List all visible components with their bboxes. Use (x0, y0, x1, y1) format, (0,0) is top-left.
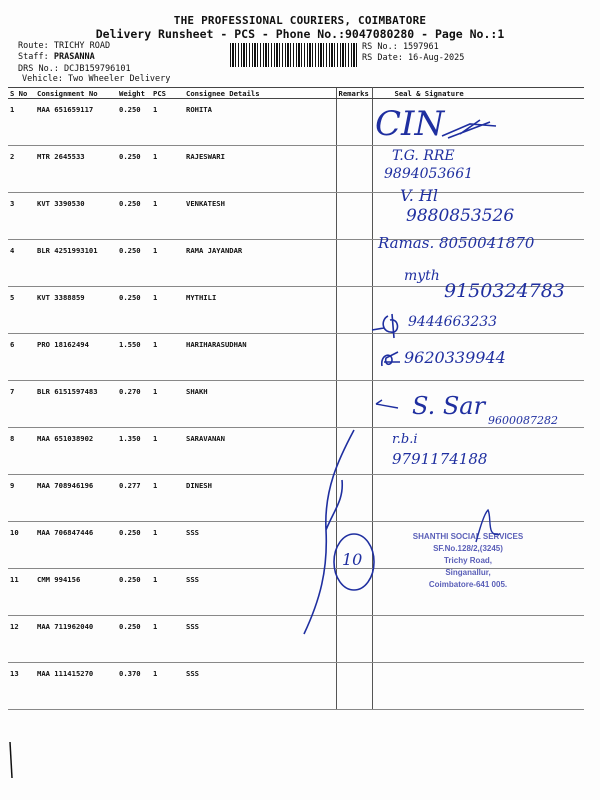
weight-cell: 0.270 (117, 381, 151, 428)
weight-cell: 1.350 (117, 428, 151, 475)
weight-cell: 0.277 (117, 475, 151, 522)
signature-5-phone: 9150324783 (444, 280, 565, 302)
sno-cell: 13 (8, 663, 35, 710)
signature-3-phone: 9880853526 (406, 206, 515, 226)
consignment-cell: BLR 4251993101 (35, 240, 117, 287)
pcs-cell: 1 (151, 99, 184, 146)
route-info: Route: TRICHY ROAD (18, 41, 111, 51)
signature-7-mark (378, 348, 402, 370)
col-consignee: Consignee Details (184, 88, 336, 99)
drs-number: DRS No.: DCJB159796101 (18, 64, 131, 74)
pcs-cell: 1 (151, 146, 184, 193)
sno-cell: 8 (8, 428, 35, 475)
sno-cell: 7 (8, 381, 35, 428)
remarks-cell (336, 146, 372, 193)
pcs-cell: 1 (151, 334, 184, 381)
signature-1-scribble (440, 116, 500, 142)
sno-cell: 5 (8, 287, 35, 334)
sno-cell: 2 (8, 146, 35, 193)
consignment-cell: KVT 3388859 (35, 287, 117, 334)
table-row (8, 146, 584, 193)
rs-number: RS No.: 1597961 (362, 42, 439, 52)
sno-cell: 11 (8, 569, 35, 616)
weight-cell: 0.250 (117, 616, 151, 663)
table-row (8, 663, 584, 710)
consignment-cell: KVT 3390530 (35, 193, 117, 240)
circled-count: 10 (342, 550, 363, 569)
runsheet-title: Delivery Runsheet - PCS - Phone No.:9047080280 - Page No.:1 (95, 27, 505, 41)
consignee-cell: ROHITA (184, 99, 336, 146)
weight-cell: 0.250 (117, 522, 151, 569)
weight-cell: 0.250 (117, 287, 151, 334)
pcs-cell: 1 (151, 193, 184, 240)
consignee-cell: SSS (184, 616, 336, 663)
consignee-cell: RAJESWARI (184, 146, 336, 193)
table-header-row (8, 88, 584, 99)
company-title: THE PROFESSIONAL COURIERS, COIMBATORE (173, 14, 427, 27)
remarks-cell (336, 193, 372, 240)
staff-name: PRASANNA (53, 52, 95, 62)
weight-cell: 1.550 (117, 334, 151, 381)
signature-9-phone: 9791174188 (392, 450, 488, 468)
sno-cell: 3 (8, 193, 35, 240)
stamp-line-4: Singanallur, (445, 568, 491, 577)
consignee-cell: SARAVANAN (184, 428, 336, 475)
margin-mark (6, 740, 18, 780)
sno-cell: 10 (8, 522, 35, 569)
consignee-cell: VENKATESH (184, 193, 336, 240)
consignment-cell: MTR 2645533 (35, 146, 117, 193)
signature-7-phone: 9620339944 (404, 348, 506, 367)
staff-info (18, 52, 95, 63)
col-remarks: Remarks (336, 88, 372, 99)
consignee-cell: MYTHILI (184, 287, 336, 334)
signature-1: CIN (375, 104, 445, 144)
consignee-cell: SSS (184, 522, 336, 569)
consignment-cell: MAA 706847446 (35, 522, 117, 569)
signature-cell (372, 616, 584, 663)
pcs-cell: 1 (151, 475, 184, 522)
consignee-cell: SSS (184, 569, 336, 616)
signature-5: myth (404, 268, 440, 284)
consignment-cell: CMM 994156 (35, 569, 117, 616)
weight-cell: 0.370 (117, 663, 151, 710)
pcs-cell: 1 (151, 240, 184, 287)
pcs-cell: 1 (151, 287, 184, 334)
remarks-cell (336, 334, 372, 381)
signature-3: V. Hl (400, 186, 438, 205)
consignee-cell: DINESH (184, 475, 336, 522)
signature-8-phone: 9600087282 (488, 414, 558, 427)
signature-6-mark (370, 310, 410, 340)
consignment-cell: MAA 651659117 (35, 99, 117, 146)
consignment-cell: PRO 18162494 (35, 334, 117, 381)
consignee-cell: HARIHARASUDHAN (184, 334, 336, 381)
col-sno: S No (8, 88, 35, 99)
signature-4: Ramas. 8050041870 (378, 234, 535, 252)
consignment-cell: BLR 6151597483 (35, 381, 117, 428)
consignment-cell: MAA 651038902 (35, 428, 117, 475)
consignment-cell: MAA 708946196 (35, 475, 117, 522)
sno-cell: 4 (8, 240, 35, 287)
remarks-cell (336, 663, 372, 710)
pcs-cell: 1 (151, 616, 184, 663)
remarks-cell (336, 287, 372, 334)
remarks-cell (336, 240, 372, 287)
weight-cell: 0.250 (117, 240, 151, 287)
signature-8: S. Sar (412, 392, 486, 420)
signature-9: r.b.i (392, 432, 418, 447)
col-weight: Weight (117, 88, 151, 99)
consignee-cell: SSS (184, 663, 336, 710)
col-seal-signature: Seal & Signature (372, 88, 584, 99)
pcs-cell: 1 (151, 663, 184, 710)
weight-cell: 0.250 (117, 146, 151, 193)
remarks-cell (336, 99, 372, 146)
consignment-cell: MAA 111415270 (35, 663, 117, 710)
staff-label: Staff: (18, 52, 49, 62)
weight-cell: 0.250 (117, 569, 151, 616)
rs-date: RS Date: 16-Aug-2025 (362, 53, 465, 63)
stamp-line-1: SHANTHI SOCIAL SERVICES (412, 532, 524, 541)
barcode (230, 43, 358, 67)
stamp-line-5: Coimbatore-641 005. (428, 580, 508, 589)
pcs-cell: 1 (151, 569, 184, 616)
col-consignment: Consignment No (35, 88, 117, 99)
consignee-cell: SHAKH (184, 381, 336, 428)
weight-cell: 0.250 (117, 99, 151, 146)
sno-cell: 1 (8, 99, 35, 146)
sno-cell: 9 (8, 475, 35, 522)
sno-cell: 6 (8, 334, 35, 381)
pcs-cell: 1 (151, 522, 184, 569)
signature-6-phone: 9444663233 (408, 314, 498, 330)
stamp-signature-mark (470, 508, 510, 548)
signature-2: T.G. RRE (392, 148, 455, 164)
consignment-cell: MAA 711962040 (35, 616, 117, 663)
signature-8-arrow (372, 398, 402, 414)
signature-cell (372, 663, 584, 710)
col-pcs: PCS (151, 88, 184, 99)
pcs-cell: 1 (151, 381, 184, 428)
stamp-line-3: Trichy Road, (443, 556, 492, 565)
consignee-cell: RAMA JAYANDAR (184, 240, 336, 287)
stamp-line-2: SF.No.128/2,(3245) (433, 544, 503, 553)
vehicle-info: Vehicle: Two Wheeler Delivery (22, 74, 171, 84)
weight-cell: 0.250 (117, 193, 151, 240)
pcs-cell: 1 (151, 428, 184, 475)
sno-cell: 12 (8, 616, 35, 663)
signature-2-phone: 9894053661 (384, 166, 474, 182)
